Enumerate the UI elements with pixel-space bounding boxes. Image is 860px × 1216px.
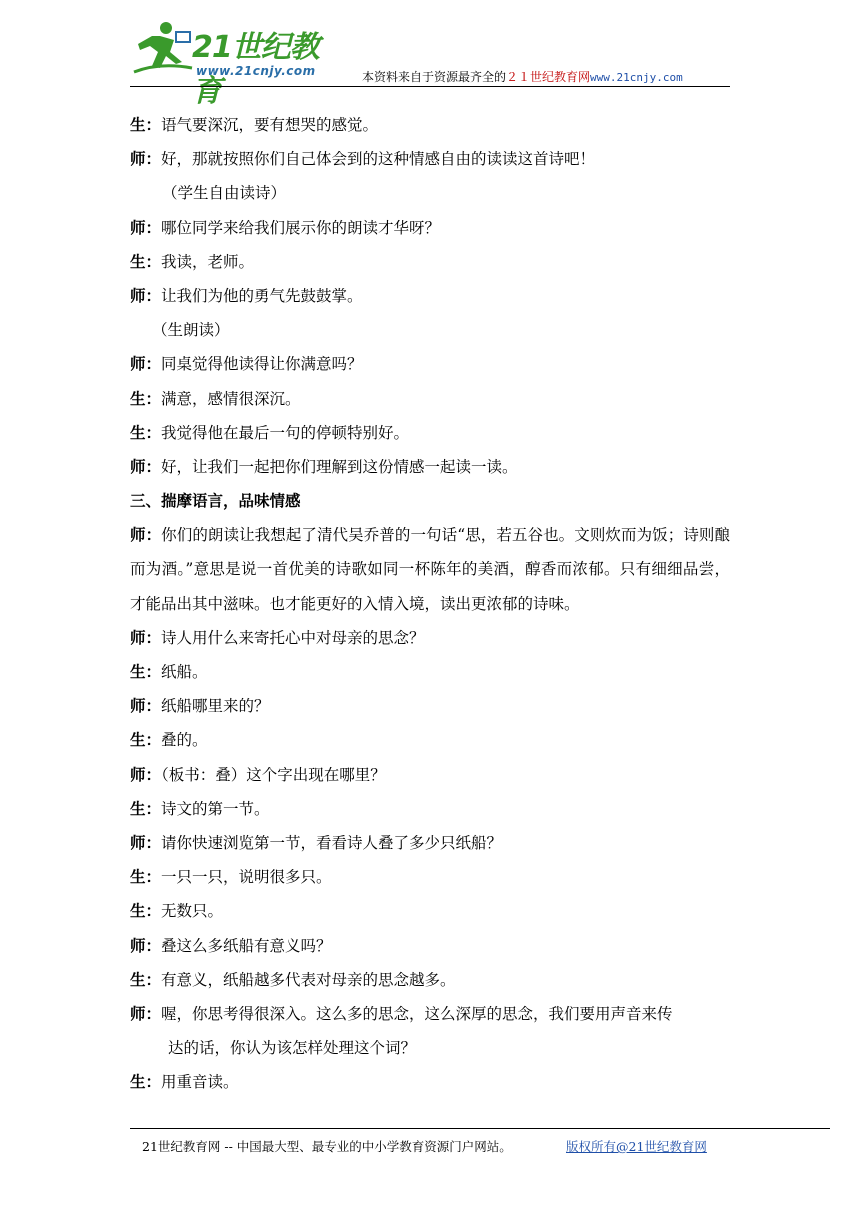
teacher-paragraph [130, 518, 730, 621]
footer-text: 21世纪教育网 -- 中国最大型、最专业的中小学教育资源门户网站。 [142, 1139, 512, 1154]
speaker-label: 师： [130, 285, 162, 305]
dialogue-line [130, 382, 730, 416]
line-text: 满意，感情很深沉。 [161, 389, 301, 408]
line-text: 有意义，纸船越多代表对母亲的思念越多。 [161, 970, 456, 989]
stage-direction [130, 176, 730, 210]
dialogue-line [130, 826, 730, 860]
speaker-label: 生： [130, 901, 162, 921]
speaker-label: 师： [130, 627, 162, 647]
speaker-label: 师： [130, 832, 162, 852]
dialogue-line [130, 279, 730, 313]
speaker-label: 师： [130, 935, 162, 955]
line-text: 叠的。 [161, 731, 208, 750]
speaker-label: 师： [130, 1003, 162, 1023]
dialogue-line [130, 621, 730, 655]
line-text: 让我们为他的勇气先鼓鼓掌。 [161, 286, 363, 305]
speaker-label: 生： [130, 969, 162, 989]
dialogue-line [130, 450, 730, 484]
footer-divider [130, 1128, 830, 1129]
line-text: 好，让我们一起把你们理解到这份情感一起读一读。 [161, 457, 518, 476]
line-text: 一只一只，说明很多只。 [161, 868, 332, 887]
speaker-label: 师： [130, 764, 162, 784]
speaker-label: 师： [130, 525, 162, 545]
speaker-label: 生： [130, 867, 162, 887]
line-text: （学生自由读诗） [162, 184, 287, 203]
line-text: 喔，你思考得很深入。这么多的思念，这么深厚的思念，我们要用声音来传 [161, 1004, 673, 1023]
dialogue-line [130, 758, 730, 792]
logo-url: www.21cnjy.com [196, 64, 316, 78]
logo-text: 21世纪教育 [192, 30, 319, 109]
runner-logo-icon [130, 18, 200, 80]
dialogue-line [130, 655, 730, 689]
line-text: 纸船。 [161, 663, 208, 682]
header-divider [130, 86, 730, 87]
line-text: 我读，老师。 [161, 252, 255, 271]
line-text: （板书：叠）这个字出现在哪里？ [161, 765, 386, 784]
dialogue-line [130, 929, 730, 963]
dialogue-line [130, 997, 730, 1031]
line-text: 达的话，你认为该怎样处理这个词？ [168, 1039, 417, 1058]
line-text: 诗人用什么来寄托心中对母亲的思念？ [161, 628, 425, 647]
speaker-label: 生： [130, 388, 162, 408]
line-text: 用重音读。 [161, 1073, 239, 1092]
line-text: 纸船哪里来的？ [161, 697, 270, 716]
speaker-label: 师： [130, 217, 162, 237]
tagline-prefix: 本资料来自于资源最齐全的 [362, 70, 507, 84]
speaker-label: 生： [130, 798, 162, 818]
line-text: 哪位同学来给我们展示你的朗读才华呀？ [161, 218, 441, 237]
line-text: 请你快速浏览第一节，看看诗人叠了多少只纸船？ [161, 833, 503, 852]
speaker-label: 生： [130, 115, 162, 134]
header-tagline [362, 68, 683, 85]
site-logo[interactable] [130, 18, 340, 109]
dialogue-line [130, 689, 730, 723]
line-text: 叠这么多纸船有意义吗？ [161, 936, 332, 955]
dialogue-line [130, 963, 730, 997]
tagline-url[interactable]: www.21cnjy.com [590, 71, 683, 84]
line-text: 同桌觉得他读得让你满意吗？ [161, 355, 363, 374]
dialogue-line [130, 1065, 730, 1099]
line-text: 诗文的第一节。 [161, 799, 270, 818]
speaker-label: 师： [130, 354, 162, 374]
dialogue-line [130, 792, 730, 826]
speaker-label: 师： [130, 149, 162, 169]
line-text: （生朗读） [152, 321, 230, 340]
page-header [130, 18, 730, 109]
speaker-label: 生： [130, 422, 162, 442]
dialogue-line [130, 860, 730, 894]
speaker-label: 师： [130, 696, 162, 716]
dialogue-line [130, 416, 730, 450]
stage-direction [130, 313, 730, 347]
speaker-label: 生： [130, 1072, 162, 1092]
copyright-link[interactable]: 版权所有@21世纪教育网 [566, 1139, 707, 1154]
dialogue-line [130, 142, 730, 176]
dialogue-line [130, 347, 730, 381]
speaker-label: 生： [130, 730, 162, 750]
speaker-label: 师： [130, 456, 162, 476]
speaker-label: 生： [130, 662, 162, 682]
line-text: 我觉得他在最后一句的停顿特别好。 [161, 423, 410, 442]
document-body [130, 108, 730, 1099]
paragraph-text: 你们的朗读让我想起了清代吴乔普的一句话“思，若五谷也。文则炊而为饭；诗则酿而为酒。”意思是说一首优美的诗歌如同一杯陈年的美酒，醇香而浓郁。只有细细品尝，才能品出其中滋味。也才能更好的入情入境，读出更浓郁的诗味。 [130, 526, 730, 613]
speaker-label: 生： [130, 251, 162, 271]
dialogue-continuation [130, 1031, 730, 1065]
dialogue-line [130, 108, 730, 142]
line-text: 语气要深沉，要有想哭的感觉。 [161, 116, 379, 134]
dialogue-line [130, 723, 730, 757]
line-text: 好，那就按照你们自己体会到的这种情感自由的读读这首诗吧！ [161, 150, 596, 169]
tagline-site[interactable]: ２１世纪教育网 [506, 70, 591, 84]
dialogue-line [130, 211, 730, 245]
dialogue-line [130, 894, 730, 928]
dialogue-line [130, 245, 730, 279]
line-text: 无数只。 [161, 902, 224, 921]
section-heading: 三、揣摩语言，品味情感 [130, 491, 301, 511]
